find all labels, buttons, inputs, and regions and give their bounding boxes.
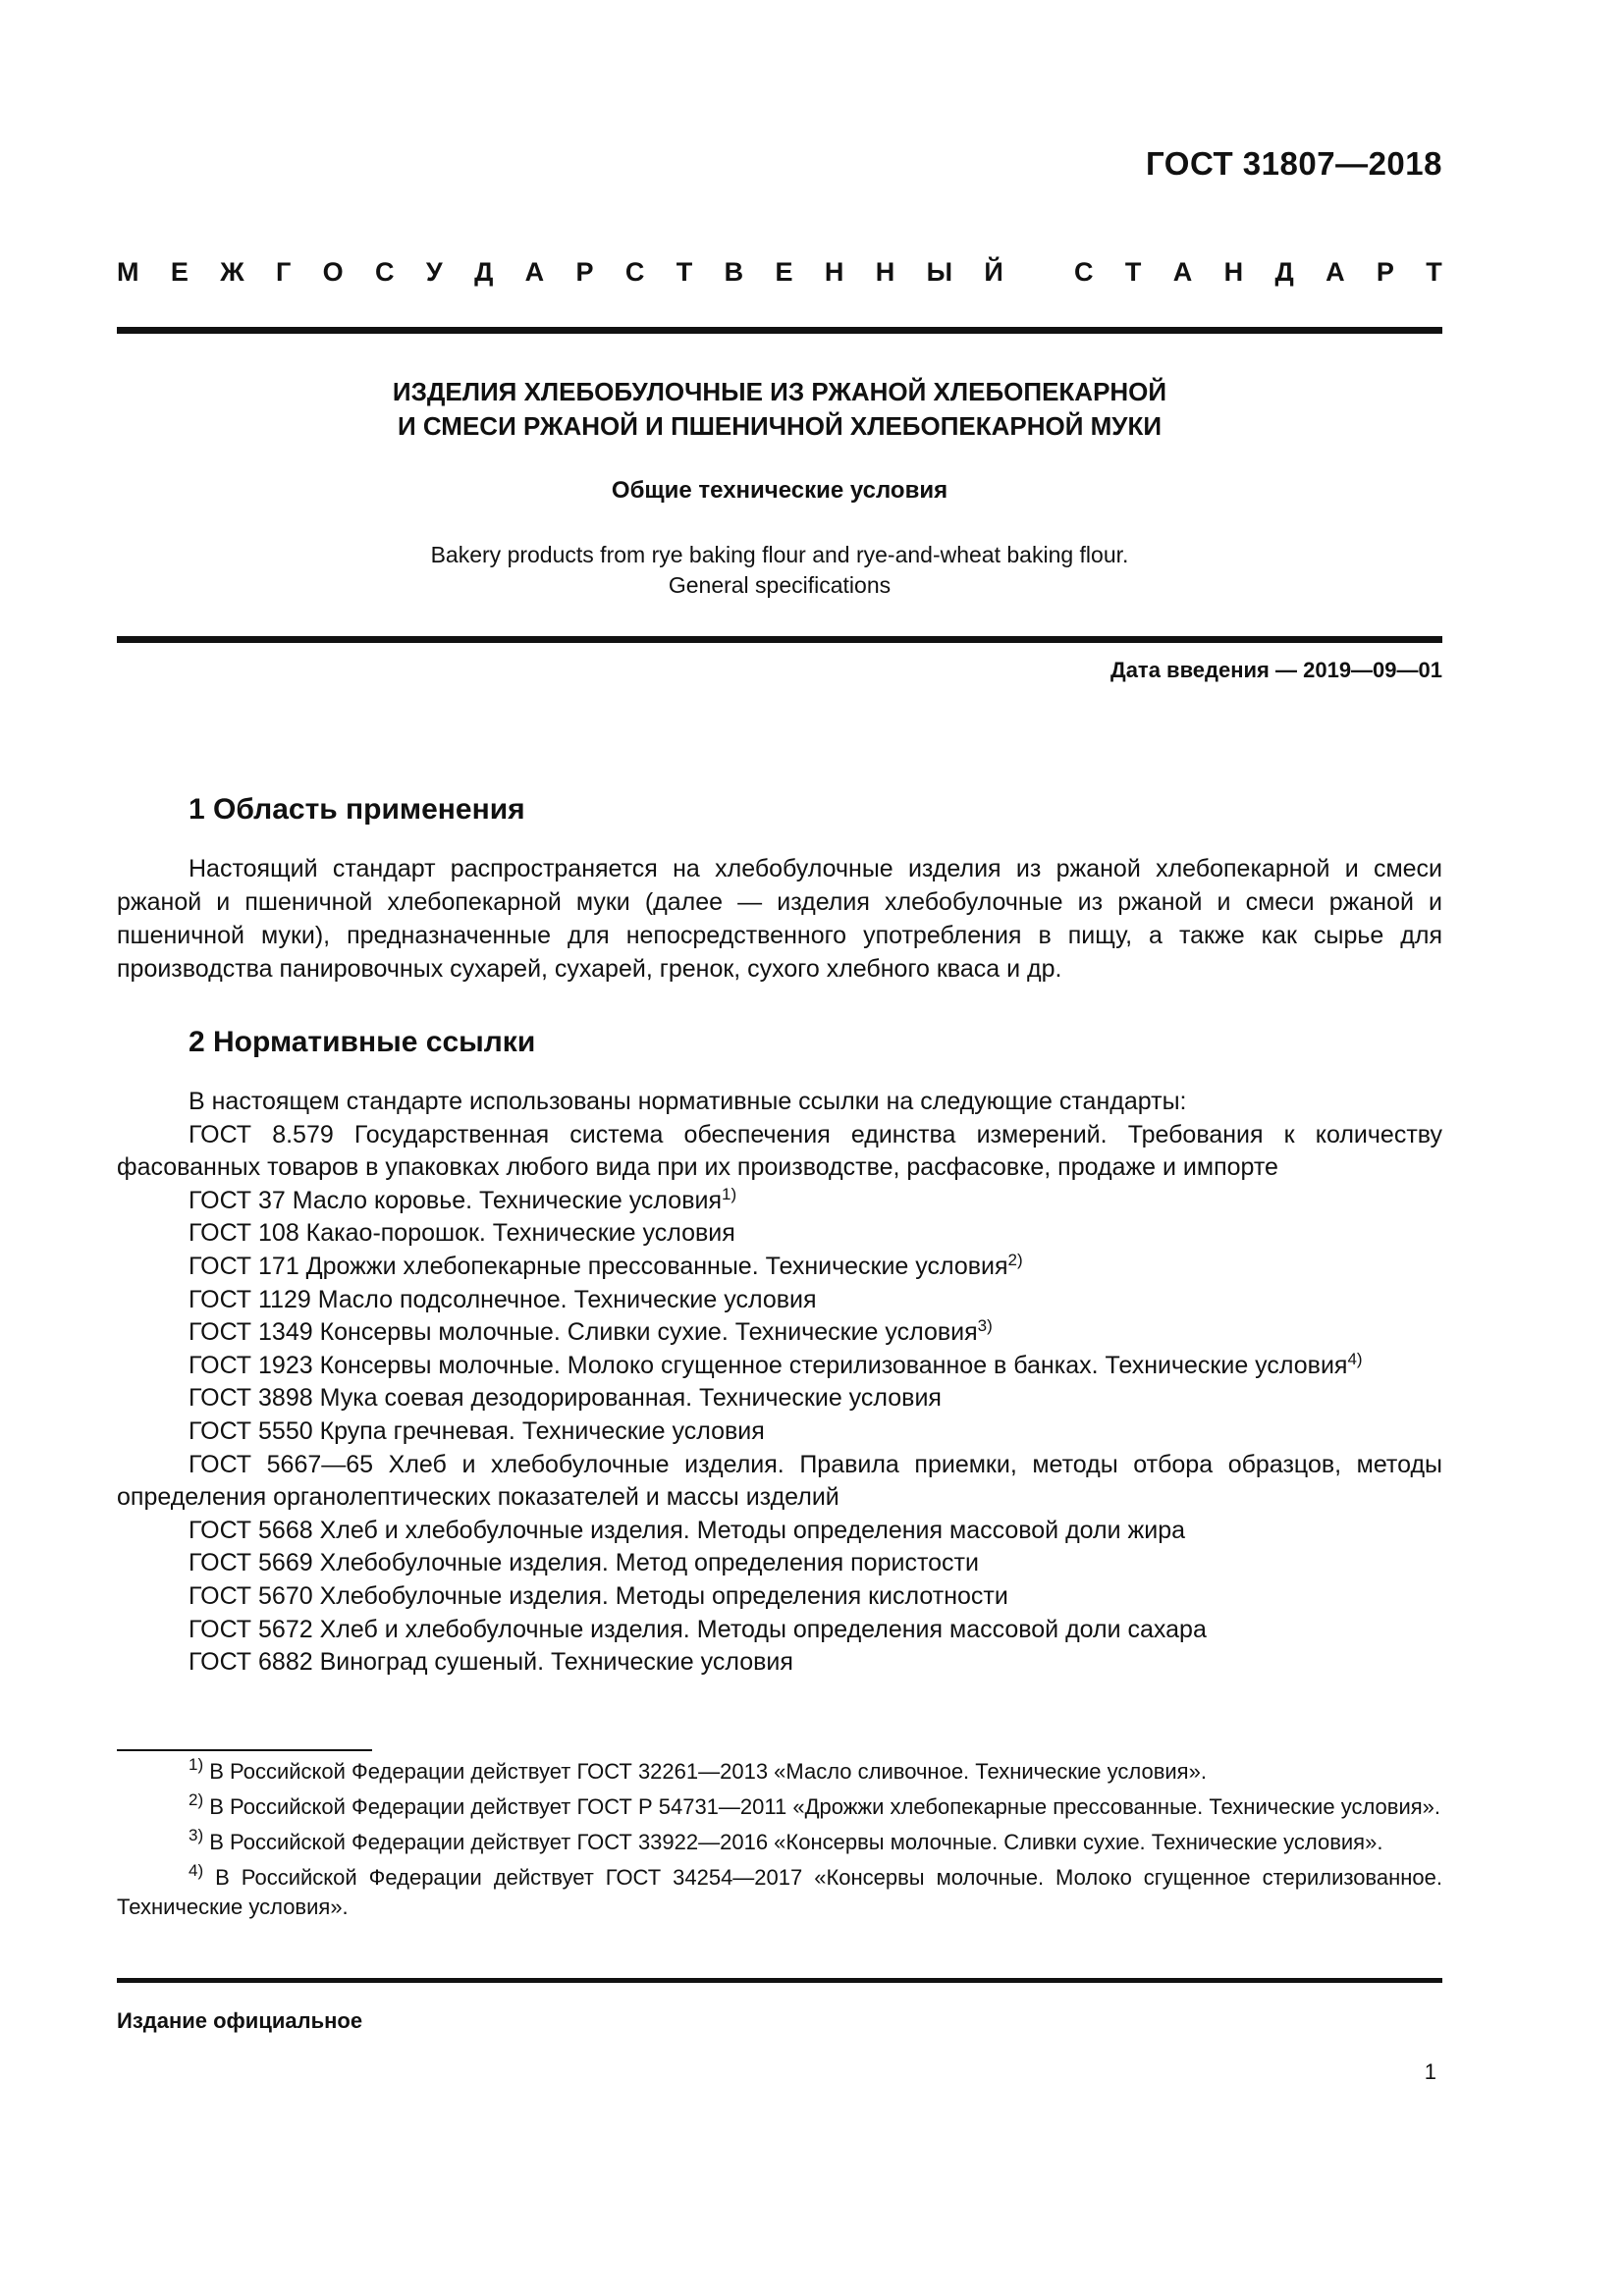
reference-item: ГОСТ 5669 Хлебобулочные изделия. Метод определения пористости xyxy=(189,1549,979,1577)
reference-item: ГОСТ 5667—65 Хлеб и хлебобулочные изделия. Правила приемки, методы отбора образцов, методы определения органолептических показателей и массы изделий xyxy=(117,1450,1442,1512)
top-divider xyxy=(117,327,1442,334)
standard-type-letter: А xyxy=(524,257,545,287)
standard-type-letter: Ы xyxy=(926,257,953,287)
intro-date: Дата введения — 2019—09—01 xyxy=(1110,658,1442,682)
standard-type-letter: В xyxy=(724,257,744,287)
edition-label: Издание официальное xyxy=(117,2008,363,2033)
standard-type-letter: Ж xyxy=(220,257,244,287)
footnote-ref[interactable]: 1) xyxy=(721,1184,737,1203)
standard-type-heading xyxy=(117,257,1442,288)
bottom-divider xyxy=(117,1978,1442,1983)
standard-type-space xyxy=(1035,257,1043,288)
references-list xyxy=(117,1086,1442,1680)
reference-item: ГОСТ 1129 Масло подсолнечное. Технические условия xyxy=(189,1285,817,1313)
reference-item: ГОСТ 5672 Хлеб и хлебобулочные изделия. Методы определения массовой доли сахара xyxy=(189,1615,1207,1643)
page-number: 1 xyxy=(1424,2059,1436,2084)
footnotes xyxy=(117,1757,1442,1928)
footnote: $^{2)}$ В Российской Федерации действует ГОСТ Р 54731—2011 «Дрожжи хлебопекарные прессованные. Технические условия». xyxy=(189,1790,1441,1819)
document-page xyxy=(117,0,1442,2296)
footnote-mark: 1) xyxy=(189,1755,204,1774)
footnote: $^{1)}$ В Российской Федерации действует ГОСТ 32261—2013 «Масло сливочное. Технические условия». xyxy=(189,1755,1207,1784)
standard-type-letter: Й xyxy=(984,257,1003,287)
standard-type-letter: Т xyxy=(1124,257,1142,287)
standard-type-letter: С xyxy=(624,257,645,287)
footnote-ref[interactable]: 4) xyxy=(1347,1349,1363,1368)
footnote-mark: 2) xyxy=(189,1790,204,1809)
doc-number: ГОСТ 31807—2018 xyxy=(1146,145,1442,182)
reference-item: ГОСТ 1349 Консервы молочные. Сливки сухие. Технические условия$^{3)}$ xyxy=(189,1316,993,1347)
reference-item: ГОСТ 5550 Крупа гречневая. Технические условия xyxy=(189,1416,765,1445)
reference-item: ГОСТ 37 Масло коровье. Технические условия$^{1)}$ xyxy=(189,1184,737,1214)
reference-item: ГОСТ 171 Дрожжи хлебопекарные прессованные. Технические условия$^{2)}$ xyxy=(189,1250,1023,1280)
footnote: $^{3)}$ В Российской Федерации действует ГОСТ 33922—2016 «Консервы молочные. Сливки сухие. Технические условия». xyxy=(189,1826,1383,1854)
title-en xyxy=(117,540,1442,601)
standard-type-letter: Н xyxy=(824,257,844,287)
title-en-line: General specifications xyxy=(668,572,892,598)
reference-item: ГОСТ 3898 Мука соевая дезодорированная. Технические условия xyxy=(189,1384,942,1413)
standard-type-letter: Д xyxy=(474,257,494,287)
footnote-divider xyxy=(117,1749,372,1751)
section-heading-scope: 1 Область применения xyxy=(189,793,525,826)
standard-type-letter: У xyxy=(425,257,443,287)
subtitle-ru: Общие технические условия xyxy=(611,477,948,504)
section-heading-references: 2 Нормативные ссылки xyxy=(189,1026,536,1058)
standard-type-letter: Е xyxy=(775,257,793,287)
footnote-mark: 3) xyxy=(189,1826,204,1844)
standard-type-letter: С xyxy=(375,257,395,287)
footnote-ref[interactable]: 3) xyxy=(977,1316,993,1336)
reference-item: ГОСТ 5668 Хлеб и хлебобулочные изделия. Методы определения массовой доли жира xyxy=(189,1516,1186,1544)
standard-type-letter: А xyxy=(1325,257,1345,287)
title-ru-line: ИЗДЕЛИЯ ХЛЕБОБУЛОЧНЫЕ ИЗ РЖАНОЙ ХЛЕБОПЕКАРНОЙ xyxy=(392,377,1167,406)
title-ru-line: И СМЕСИ РЖАНОЙ И ПШЕНИЧНОЙ ХЛЕБОПЕКАРНОЙ МУКИ xyxy=(397,411,1163,441)
references-intro: В настоящем стандарте использованы нормативные ссылки на следующие стандарты: xyxy=(189,1088,1187,1115)
standard-type-letter: О xyxy=(322,257,344,287)
reference-item: ГОСТ 1923 Консервы молочные. Молоко сгущенное стерилизованное в банках. Технические условия$^{4)}$ xyxy=(189,1349,1363,1379)
standard-type-letter: Н xyxy=(875,257,895,287)
reference-item: ГОСТ 5670 Хлебобулочные изделия. Методы определения кислотности xyxy=(189,1581,1008,1610)
standard-type-letter: Р xyxy=(575,257,594,287)
reference-item: ГОСТ 8.579 Государственная система обеспечения единства измерений. Требования к количеству фасованных товаров в упаковках любого вида при их производстве, расфасовке, продаже и импорте xyxy=(117,1120,1442,1182)
title-ru xyxy=(117,375,1442,444)
title-en-line: Bakery products from rye baking flour and rye-and-wheat baking flour. xyxy=(430,542,1129,567)
standard-type-letter: Н xyxy=(1223,257,1244,287)
standard-type-letter: Г xyxy=(276,257,292,287)
reference-item: ГОСТ 6882 Виноград сушеный. Технические условия xyxy=(189,1648,793,1677)
standard-type-letter: М xyxy=(117,257,139,287)
reference-item: ГОСТ 108 Какао-порошок. Технические условия xyxy=(189,1219,735,1248)
standard-type-letter: Д xyxy=(1274,257,1294,287)
standard-type-letter: Т xyxy=(676,257,693,287)
footnote-mark: 4) xyxy=(189,1861,204,1880)
footnote: $^{4)}$ В Российской Федерации действует ГОСТ 34254—2017 «Консервы молочные. Молоко сгущенное стерилизованное. Технические условия». xyxy=(117,1861,1442,1919)
standard-type-letter: Р xyxy=(1376,257,1394,287)
standard-type-letter: Т xyxy=(1426,257,1442,287)
standard-type-letter: А xyxy=(1172,257,1193,287)
footnote-ref[interactable]: 2) xyxy=(1007,1250,1023,1269)
section-scope-text: Настоящий стандарт распространяется на хлебобулочные изделия из ржаной хлебопекарной и смеси ржаной и пшеничной хлебопекарной муки (далее — изделия хлебобулочные из ржаной и смеси ржаной и пшеничной муки), предназначенные для непосредственного употребления в пищу, а также как сырье для производства панировочных сухарей, сухарей, гренок, сухого хлебного кваса и др. xyxy=(117,855,1442,983)
standard-type-letter: Е xyxy=(170,257,189,287)
middle-divider xyxy=(117,636,1442,643)
standard-type-letter: С xyxy=(1074,257,1094,287)
